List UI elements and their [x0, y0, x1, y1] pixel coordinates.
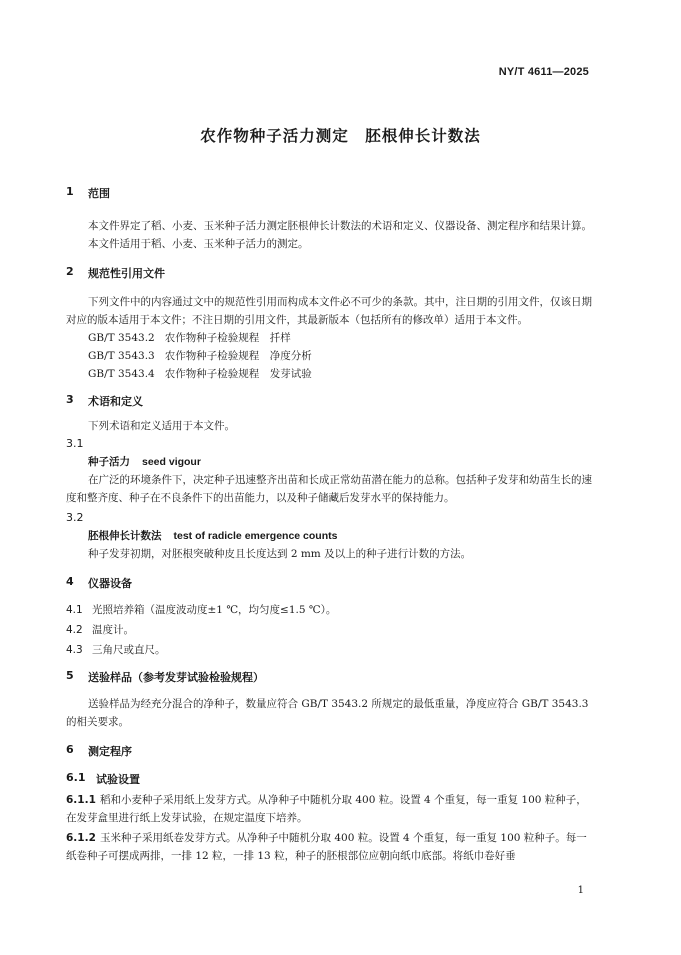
item-text: 光照培养箱（温度波动度±1 ℃，均匀度≤1.5 ℃）。 — [92, 604, 337, 616]
term-number: 3.2 — [66, 511, 84, 524]
reference-item — [66, 329, 592, 347]
term-english: test of radicle emergence counts — [173, 530, 338, 542]
item-number: 4.3 — [66, 644, 83, 656]
standard-code: NY/T 4611—2025 — [498, 66, 589, 78]
term-chinese: 种子活力 — [88, 456, 130, 468]
page-number: 1 — [577, 885, 584, 896]
term-entry — [66, 527, 592, 545]
section-number: 4 — [66, 575, 74, 588]
reference-code: GB/T 3543.3 — [88, 350, 155, 362]
item-number: 6.1.2 — [66, 832, 96, 844]
paragraph: 送验样品为经充分混合的净种子，数量应符合 GB/T 3543.2 所规定的最低重量，净度应符合 GB/T 3543.3 的相关要求。 — [66, 698, 589, 728]
item-number: 4.2 — [66, 624, 83, 636]
document-body — [66, 185, 592, 865]
term-chinese: 胚根伸长计数法 — [88, 530, 162, 542]
paragraph: 本文件适用于稻、小麦、玉米种子活力的测定。 — [88, 238, 309, 250]
section-number: 5 — [66, 669, 74, 682]
item-text: 三角尺或直尺。 — [92, 644, 166, 656]
section-4-heading — [66, 575, 592, 591]
section-title: 测定程序 — [88, 745, 132, 758]
item-text: 稻和小麦种子采用纸上发芽方式。从净种子中随机分取 400 粒。设置 4 个重复，每一重复 100 粒种子，在发芽盒里进行纸上发芽试验，在规定温度下培养。 — [66, 794, 587, 824]
equipment-item — [66, 641, 592, 659]
document-title: 农作物种子活力测定 胚根伸长计数法 — [200, 127, 481, 145]
section-title: 送验样品（参考发芽试验检验规程） — [88, 671, 264, 684]
reference-code: GB/T 3543.2 — [88, 332, 155, 344]
reference-title: 农作物种子检验规程 净度分析 — [164, 350, 312, 362]
procedure-item — [66, 791, 592, 827]
section-number: 2 — [66, 265, 74, 278]
section-6-heading — [66, 743, 592, 759]
reference-title: 农作物种子检验规程 发芽试验 — [164, 368, 312, 380]
section-2-heading — [66, 265, 592, 281]
item-number: 4.1 — [66, 604, 83, 616]
procedure-item — [66, 829, 592, 865]
section-title: 术语和定义 — [88, 395, 143, 408]
term-definition: 种子发芽初期，对胚根突破种皮且长度达到 2 mm 及以上的种子进行计数的方法。 — [88, 548, 472, 560]
equipment-item — [66, 621, 592, 639]
section-title: 仪器设备 — [88, 577, 132, 590]
subsection-title: 试验设置 — [96, 773, 140, 786]
paragraph: 下列术语和定义适用于本文件。 — [88, 420, 235, 432]
section-5-heading — [66, 669, 592, 685]
subsection-number: 6.1 — [66, 771, 86, 784]
item-text: 温度计。 — [92, 624, 134, 636]
term-english: seed vigour — [142, 456, 201, 468]
section-title: 规范性引用文件 — [88, 267, 165, 280]
section-title: 范围 — [88, 187, 110, 200]
section-3-heading — [66, 393, 592, 409]
equipment-item — [66, 601, 592, 619]
paragraph: 本文件界定了稻、小麦、玉米种子活力测定胚根伸长计数法的术语和定义、仪器设备、测定程序和结果计算。 — [88, 220, 592, 232]
section-number: 1 — [66, 185, 74, 198]
item-number: 6.1.1 — [66, 794, 96, 806]
subsection-6-1-heading — [66, 771, 592, 787]
section-1-heading — [66, 185, 592, 201]
term-number: 3.1 — [66, 437, 84, 450]
reference-item — [66, 365, 592, 383]
reference-item — [66, 347, 592, 365]
reference-code: GB/T 3543.4 — [88, 368, 155, 380]
paragraph: 下列文件中的内容通过文中的规范性引用而构成本文件必不可少的条款。其中，注日期的引用文件，仅该日期对应的版本适用于本文件；不注日期的引用文件，其最新版本（包括所有的修改单）适用于本文件。 — [66, 296, 592, 326]
reference-title: 农作物种子检验规程 扦样 — [164, 332, 291, 344]
section-number: 3 — [66, 393, 74, 406]
term-entry — [66, 453, 592, 471]
item-text: 玉米种子采用纸卷发芽方式。从净种子中随机分取 400 粒。设置 4 个重复，每一重复 100 粒种子。每一纸卷种子可摆成两排，一排 12 粒，一排 13 粒，种子的胚根部位应朝向纸巾底部。将纸巾卷好垂 — [66, 832, 587, 862]
section-number: 6 — [66, 743, 74, 756]
term-definition: 在广泛的环境条件下，决定种子迅速整齐出苗和长成正常幼苗潜在能力的总称。包括种子发芽和幼苗生长的速度和整齐度、种子在不良条件下的出苗能力，以及种子储藏后发芽水平的保持能力。 — [66, 474, 592, 504]
